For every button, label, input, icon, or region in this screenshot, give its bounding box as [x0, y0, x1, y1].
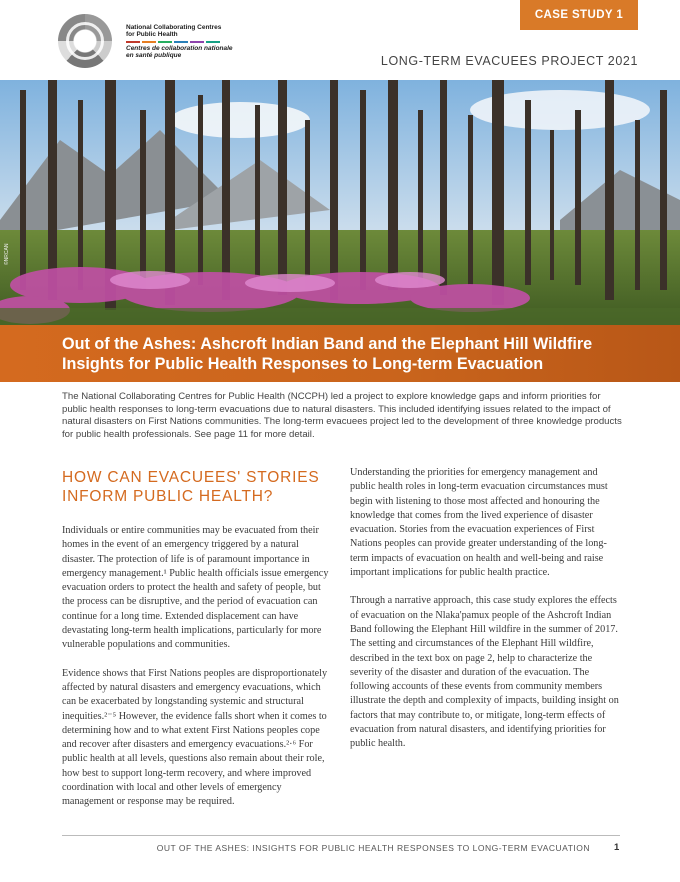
footer-running-title: OUT OF THE ASHES: INSIGHTS FOR PUBLIC HEALTH RESPONSES TO LONG-TERM EVACUATION [156, 843, 590, 853]
nccph-logo [58, 14, 268, 74]
logo-text [126, 24, 266, 60]
left-paragraph-2: Evidence shows that First Nations peoples are disproportionately affected by natural disasters and emergency evacuations, which can be exacerbated by longstanding systemic and structural inequities.²⁻⁵ However, the evidence falls short when it comes to determining how and to what extent First Nations peoples cope and recover after disasters and emergency evacuations.²·⁶ For public health at all levels, questions also remain about their role, how best to support long-term recovery, and where improved coordination with local and other levels of emergency management or response may be required. [62, 667, 328, 808]
logo-line-1: National Collaborating Centres [126, 24, 222, 31]
hero-image [0, 80, 680, 325]
intro-paragraph: The National Collaborating Centres for Public Health (NCCPH) led a project to explore knowledge gaps and inform priorities for public health responses to long-term evacuations due to natural disasters. This included identifying issues related to the impact of natural disasters on First Nations communities. The long-term evacuees project led to the development of three knowledge products for public health professionals. See page 11 for more detail. [62, 391, 622, 440]
title-banner [0, 325, 680, 382]
right-paragraph-2: Through a narrative approach, this case study explores the effects of evacuation on the Nlaka'pamux people of the Ashcroft Indian Band following the Elephant Hill wildfire in the summer of 2017. The setting and circumstances of the Elephant Hill wildfire, described in the text box on page 2, help to characterize the severity of the disaster and duration of the evacuation. The following accounts of these events from community members illustrate the depth and complexity of impacts, building insight on factors that may contribute to, or mitigate, long-term effects of evacuation from natural disasters, and identifying priorities for public health. [350, 595, 619, 750]
photo-credit: ©NRCAN [4, 243, 10, 265]
title-line-2: Insights for Public Health Responses to Long-term Evacuation [62, 355, 544, 373]
logo-line-4: en santé publique [126, 52, 182, 60]
logo-line-3: Centres de collaboration nationale [126, 44, 233, 52]
left-paragraph-1: Individuals or entire communities may be evacuated from their homes in the event of an emergency triggered by a natural disaster. The protection of life is of paramount importance in emergency management.¹ Public health officials issue emergency evacuation orders to protect the health and safety of people, but the process can be disruptive, and the period of evacuation can continue for a long time. Extended displacement can have devastating long-term health implications, particularly for more vulnerable populations and communities. [62, 525, 329, 651]
page-number: 1 [614, 842, 620, 853]
left-column [62, 466, 334, 824]
logo-color-bars [126, 41, 266, 43]
document-title [62, 334, 592, 374]
nccph-logo-icon [58, 14, 112, 68]
logo-line-2: for Public Health [126, 31, 178, 39]
project-title: LONG-TERM EVACUEES PROJECT 2021 [380, 54, 638, 68]
title-line-1: Out of the Ashes: Ashcroft Indian Band and the Elephant Hill Wildfire [62, 335, 593, 353]
right-column [350, 466, 620, 766]
footer-divider [62, 835, 620, 836]
section-heading: HOW CAN EVACUEES' STORIES INFORM PUBLIC HEALTH? [62, 469, 320, 505]
case-study-badge: CASE STUDY 1 [520, 0, 638, 30]
right-paragraph-1: Understanding the priorities for emergency management and public health roles in long-term evacuation circumstances must begin with listening to those most affected and honouring the knowledge that comes from the lived experience of disaster evacuation. Stories from the evacuation experiences of First Nations peoples can provide greater understanding of the long-term impacts of evacuation on health and well-being and raise important implications for public health practice. [350, 467, 608, 579]
